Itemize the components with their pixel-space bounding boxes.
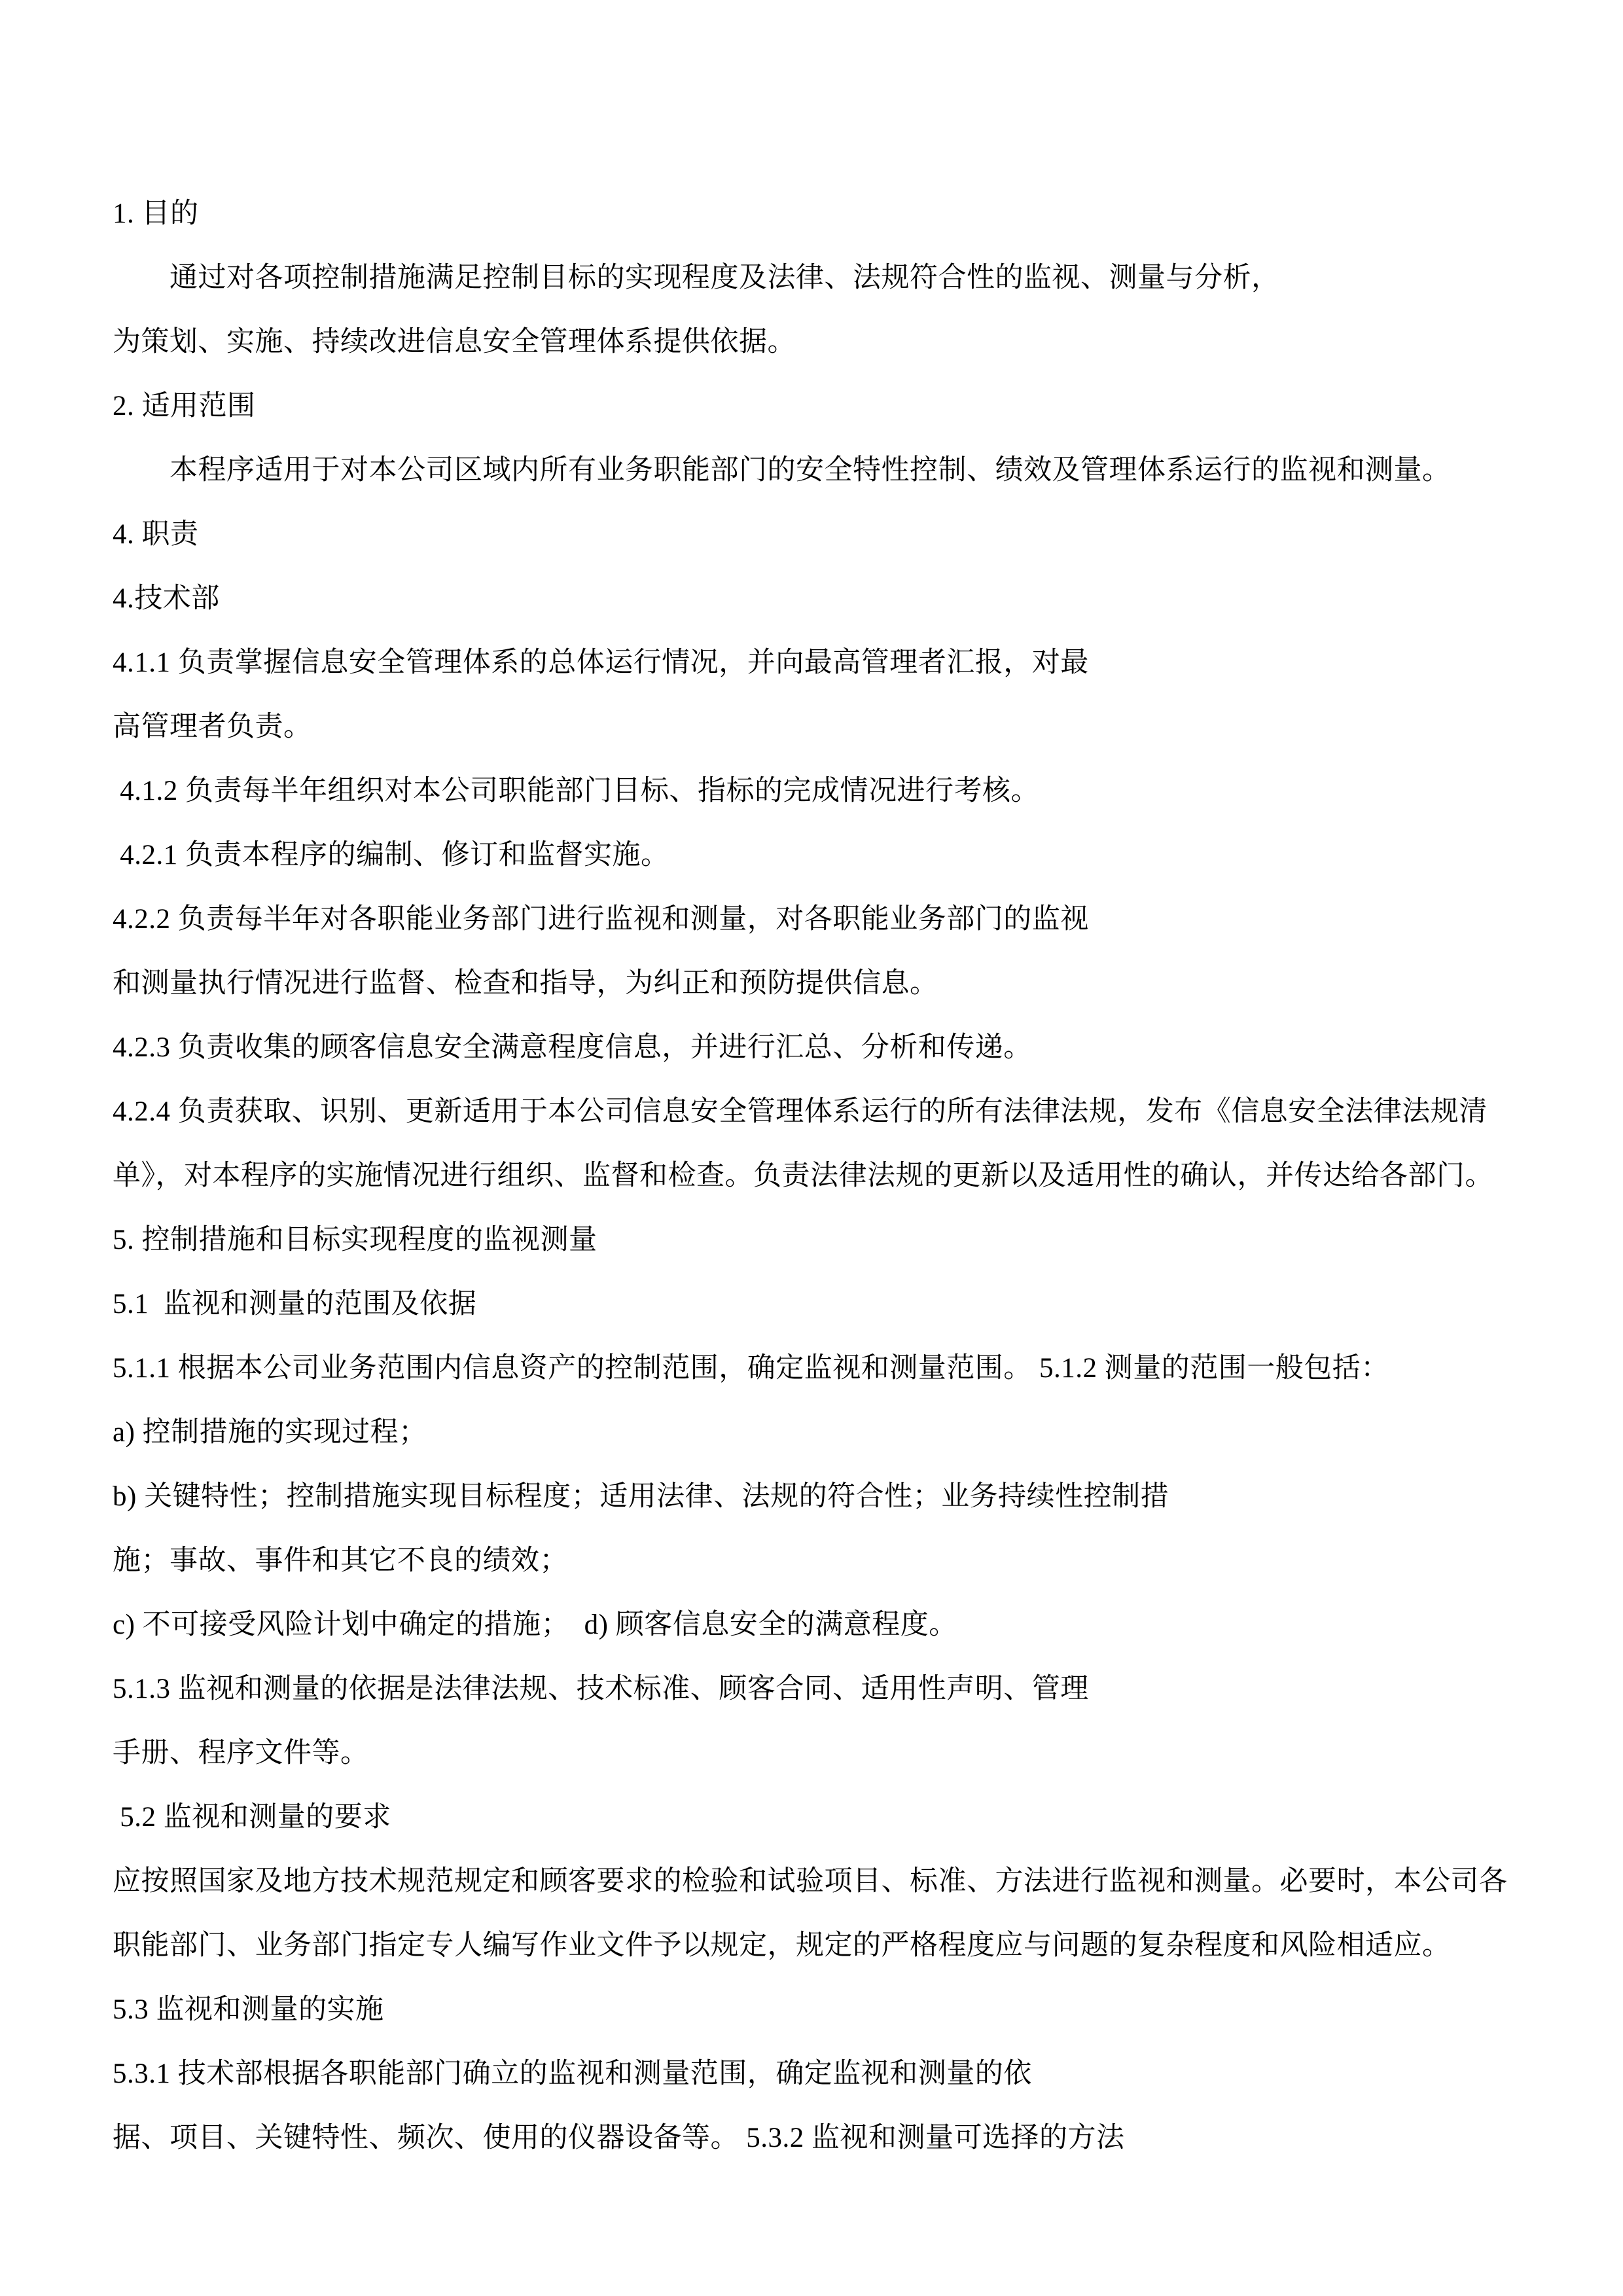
doc-line-27: 应按照国家及地方技术规范规定和顾客要求的检验和试验项目、标准、方法进行监视和测量。必要时，本公司各	[113, 1866, 1508, 1897]
doc-line-26: 5.2 监视和测量的要求	[113, 1802, 391, 1833]
doc-line-14: 4.2.3 负责收集的顾客信息安全满意程度信息，并进行汇总、分析和传递。	[113, 1032, 1032, 1063]
doc-line-5: 本程序适用于对本公司区域内所有业务职能部门的安全特性控制、绩效及管理体系运行的监视和测量。	[113, 455, 1451, 486]
doc-line-11: 4.2.1 负责本程序的编制、修订和监督实施。	[113, 840, 669, 870]
doc-line-28: 职能部门、业务部门指定专人编写作业文件予以规定，规定的严格程度应与问题的复杂程度和风险相适应。	[113, 1930, 1451, 1961]
doc-line-16: 单》，对本程序的实施情况进行组织、监督和检查。负责法律法规的更新以及适用性的确认，并传达给各部门。	[113, 1160, 1493, 1191]
doc-line-29: 5.3 监视和测量的实施	[113, 1994, 384, 2025]
doc-line-21: b) 关键特性；控制措施实现目标程度；适用法律、法规的符合性；业务持续性控制措	[113, 1481, 1169, 1512]
doc-line-6: 4. 职责	[113, 519, 199, 550]
doc-line-24: 5.1.3 监视和测量的依据是法律法规、技术标准、顾客合同、适用性声明、管理	[113, 1674, 1089, 1704]
doc-line-12: 4.2.2 负责每半年对各职能业务部门进行监视和测量，对各职能业务部门的监视	[113, 904, 1089, 935]
doc-line-31: 据、项目、关键特性、频次、使用的仪器设备等。 5.3.2 监视和测量可选择的方法	[113, 2123, 1125, 2153]
doc-line-4: 2. 适用范围	[113, 391, 256, 422]
doc-line-7: 4.技术部	[113, 583, 220, 614]
doc-line-19: 5.1.1 根据本公司业务范围内信息资产的控制范围，确定监视和测量范围。 5.1.2 测量的范围一般包括：	[113, 1353, 1389, 1384]
doc-line-3: 为策划、实施、持续改进信息安全管理体系提供依据。	[113, 327, 796, 357]
doc-line-22: 施；事故、事件和其它不良的绩效；	[113, 1545, 568, 1576]
doc-line-30: 5.3.1 技术部根据各职能部门确立的监视和测量范围，确定监视和测量的依	[113, 2058, 1032, 2089]
doc-line-10: 4.1.2 负责每半年组织对本公司职能部门目标、指标的完成情况进行考核。	[113, 776, 1039, 806]
doc-line-9: 高管理者负责。	[113, 711, 312, 742]
doc-line-8: 4.1.1 负责掌握信息安全管理体系的总体运行情况，并向最高管理者汇报，对最	[113, 647, 1089, 678]
doc-line-15: 4.2.4 负责获取、识别、更新适用于本公司信息安全管理体系运行的所有法律法规，发布《信息安全法律法规清	[113, 1096, 1488, 1127]
doc-line-25: 手册、程序文件等。	[113, 1738, 369, 1768]
doc-line-20: a) 控制措施的实现过程；	[113, 1417, 427, 1448]
doc-line-13: 和测量执行情况进行监督、检查和指导，为纠正和预防提供信息。	[113, 968, 938, 999]
doc-line-18: 5.1 监视和测量的范围及依据	[113, 1289, 477, 1319]
doc-line-17: 5. 控制措施和目标实现程度的监视测量	[113, 1225, 597, 1255]
doc-line-1: 1. 目的	[113, 198, 199, 229]
doc-line-2: 通过对各项控制措施满足控制目标的实现程度及法律、法规符合性的监视、测量与分析，	[113, 262, 1280, 293]
doc-line-23: c) 不可接受风险计划中确定的措施； d) 顾客信息安全的满意程度。	[113, 1609, 957, 1640]
